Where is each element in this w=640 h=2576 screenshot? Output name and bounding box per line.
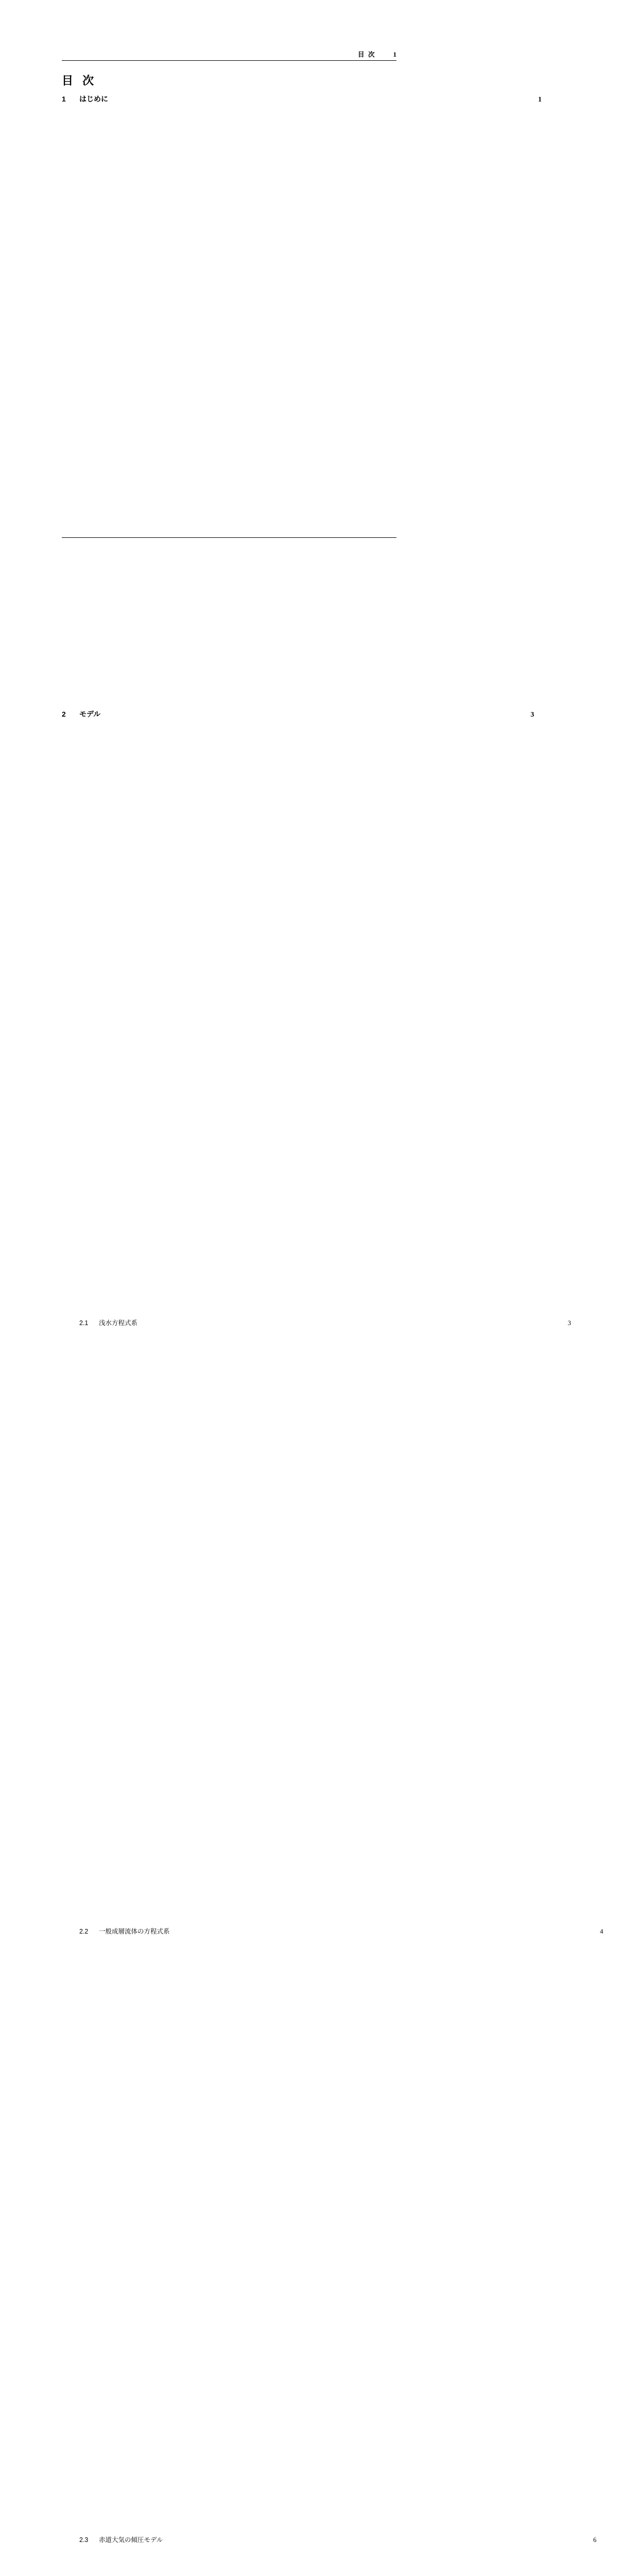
toc-entry[interactable] <box>62 94 542 698</box>
header-page-number: 1 <box>393 50 396 58</box>
footer-rule <box>62 537 396 538</box>
header-title: 目 次 <box>358 51 376 58</box>
toc-entry-label: 赤道大気の傾圧モデル <box>99 2536 163 2544</box>
toc-entry-number: 2.3 <box>79 2536 89 2544</box>
toc-entry-number: 2 <box>62 710 66 718</box>
toc-entry[interactable] <box>62 2535 597 2576</box>
page-title: 目 次 <box>62 74 97 87</box>
toc-entry-page: 4 <box>175 1928 603 2530</box>
toc-entry[interactable] <box>62 1318 572 1922</box>
toc-entry-number: 2.2 <box>79 1928 89 1935</box>
toc-entry-number: 1 <box>62 95 66 103</box>
toc-entry-page: 6 <box>168 2536 596 2576</box>
toc-entry-page: 1 <box>113 96 542 698</box>
toc-entry-label: 一般成層流体の方程式系 <box>99 1928 170 1935</box>
page-header <box>62 49 396 59</box>
table-of-contents <box>62 94 603 2576</box>
header-rule <box>62 60 396 61</box>
toc-entry-page: 3 <box>143 1319 571 1922</box>
toc-entry-label: モデル <box>79 710 101 718</box>
toc-entry[interactable] <box>62 1926 603 2530</box>
toc-entry-number: 2.1 <box>79 1319 89 1327</box>
toc-entry[interactable] <box>62 709 534 1313</box>
toc-entry-label: 浅水方程式系 <box>99 1319 138 1327</box>
toc-entry-page: 3 <box>106 711 534 1313</box>
toc-entry-label: はじめに <box>79 95 108 103</box>
